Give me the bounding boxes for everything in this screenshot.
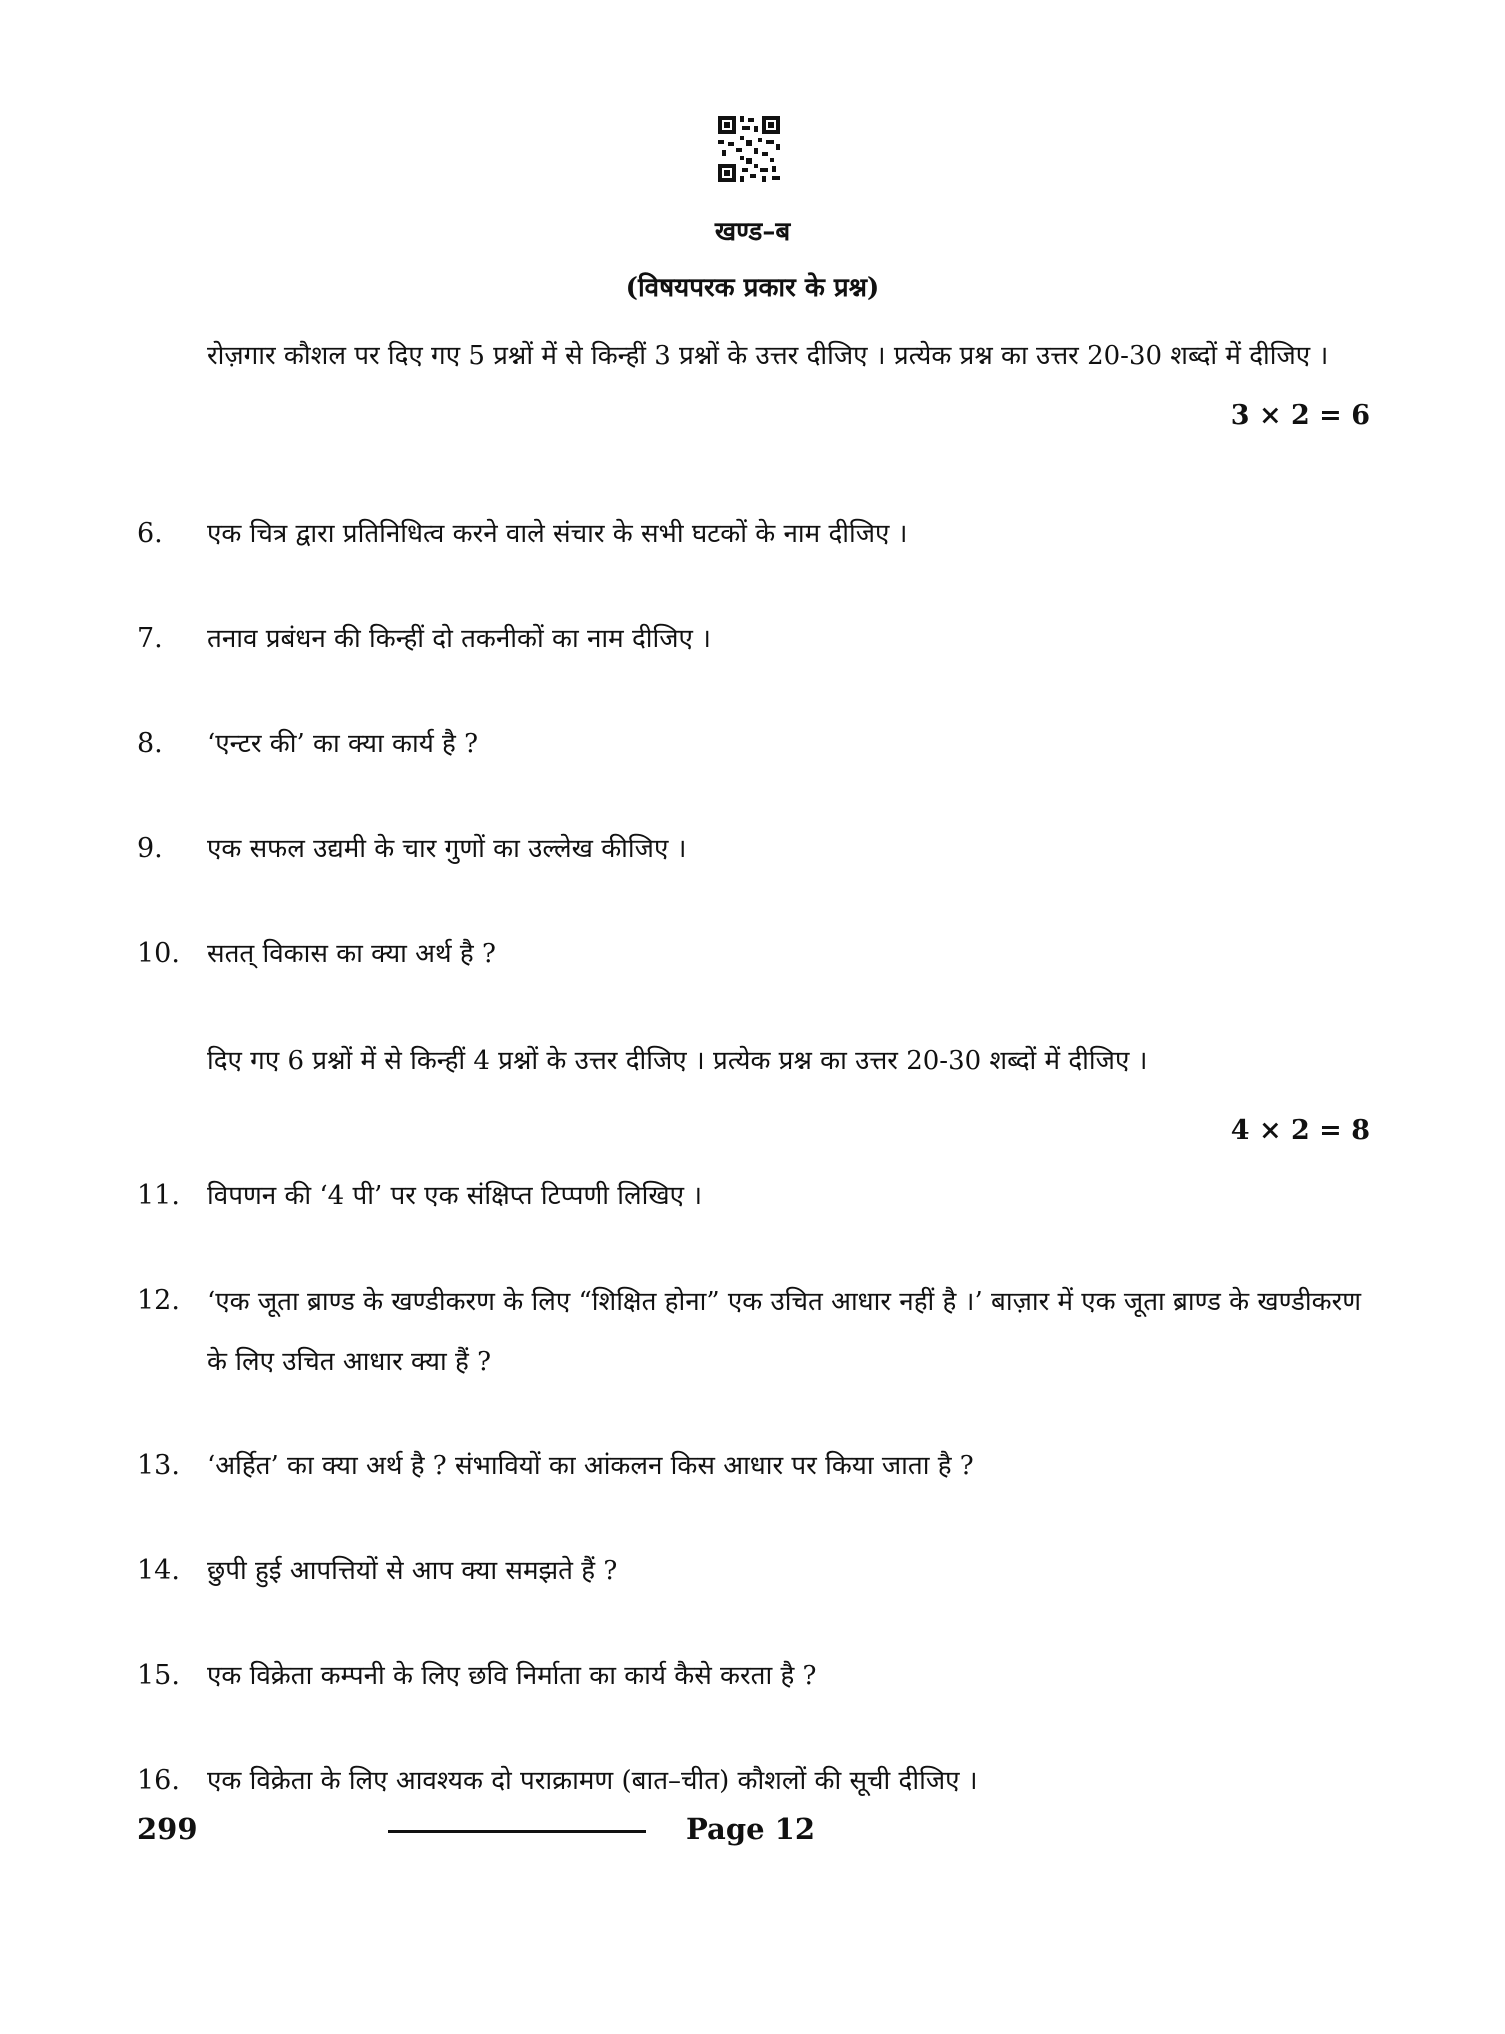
question-text: विपणन की ‘4 पी’ पर एक संक्षिप्त टिप्पणी लिखिए । [207, 1181, 703, 1211]
question-text: ‘एक जूता ब्राण्ड के खण्डीकरण के लिए “शिक्षित होना” एक उचित आधार नहीं है ।’ बाज़ार में एक जूता ब्राण्ड के खण्डीकरण के लिए उचित आधार क्या हैं ? [207, 1287, 1362, 1377]
question-text: ‘अर्हित’ का क्या अर्थ है ? संभावियों का आंकलन किस आधार पर किया जाता है ? [207, 1451, 974, 1481]
qr-code-icon [718, 116, 780, 182]
question-number: 14. [137, 1555, 180, 1586]
question-text: एक चित्र द्वारा प्रतिनिधित्व करने वाले संचार के सभी घटकों के नाम दीजिए । [207, 519, 908, 549]
question-number: 11. [137, 1180, 180, 1211]
question-number: 13. [137, 1450, 180, 1481]
question-number: 6. [137, 518, 163, 549]
question-text: तनाव प्रबंधन की किन्हीं दो तकनीकों का नाम दीजिए । [207, 624, 712, 654]
question-text: सतत् विकास का क्या अर्थ है ? [207, 939, 496, 969]
paper-code: 299 [137, 1812, 198, 1846]
question-number: 12. [137, 1285, 180, 1316]
question-text: एक सफल उद्यमी के चार गुणों का उल्लेख कीजिए । [207, 834, 687, 864]
question-text: ‘एन्टर की’ का क्या कार्य है ? [207, 729, 479, 759]
part2-marks: 4 × 2 = 8 [1230, 1115, 1370, 1146]
question-number: 9. [137, 833, 163, 864]
section-title: खण्ड–ब [714, 217, 791, 247]
question-number: 8. [137, 728, 163, 759]
question-text: छुपी हुई आपत्तियों से आप क्या समझते हैं ? [207, 1556, 618, 1586]
question-number: 16. [137, 1765, 180, 1796]
part1-marks: 3 × 2 = 6 [1230, 400, 1370, 431]
footer-divider [388, 1830, 646, 1833]
question-text: एक विक्रेता के लिए आवश्यक दो पराक्रामण (बात–चीत) कौशलों की सूची दीजिए । [207, 1766, 978, 1796]
part2-instruction: दिए गए 6 प्रश्नों में से किन्हीं 4 प्रश्नों के उत्तर दीजिए । प्रत्येक प्रश्न का उत्तर 20-30 शब्दों में दीजिए । [207, 1046, 1148, 1076]
question-text: एक विक्रेता कम्पनी के लिए छवि निर्माता का कार्य कैसे करता है ? [207, 1661, 817, 1691]
question-number: 7. [137, 623, 163, 654]
page-number: Page 12 [686, 1812, 815, 1846]
section-subtitle: (विषयपरक प्रकार के प्रश्न) [625, 273, 880, 303]
part1-instruction: रोज़गार कौशल पर दिए गए 5 प्रश्नों में से किन्हीं 3 प्रश्नों के उत्तर दीजिए । प्रत्येक प्रश्न का उत्तर 20-30 शब्दों में दीजिए । [207, 341, 1329, 371]
question-number: 10. [137, 938, 180, 969]
question-number: 15. [137, 1660, 180, 1691]
